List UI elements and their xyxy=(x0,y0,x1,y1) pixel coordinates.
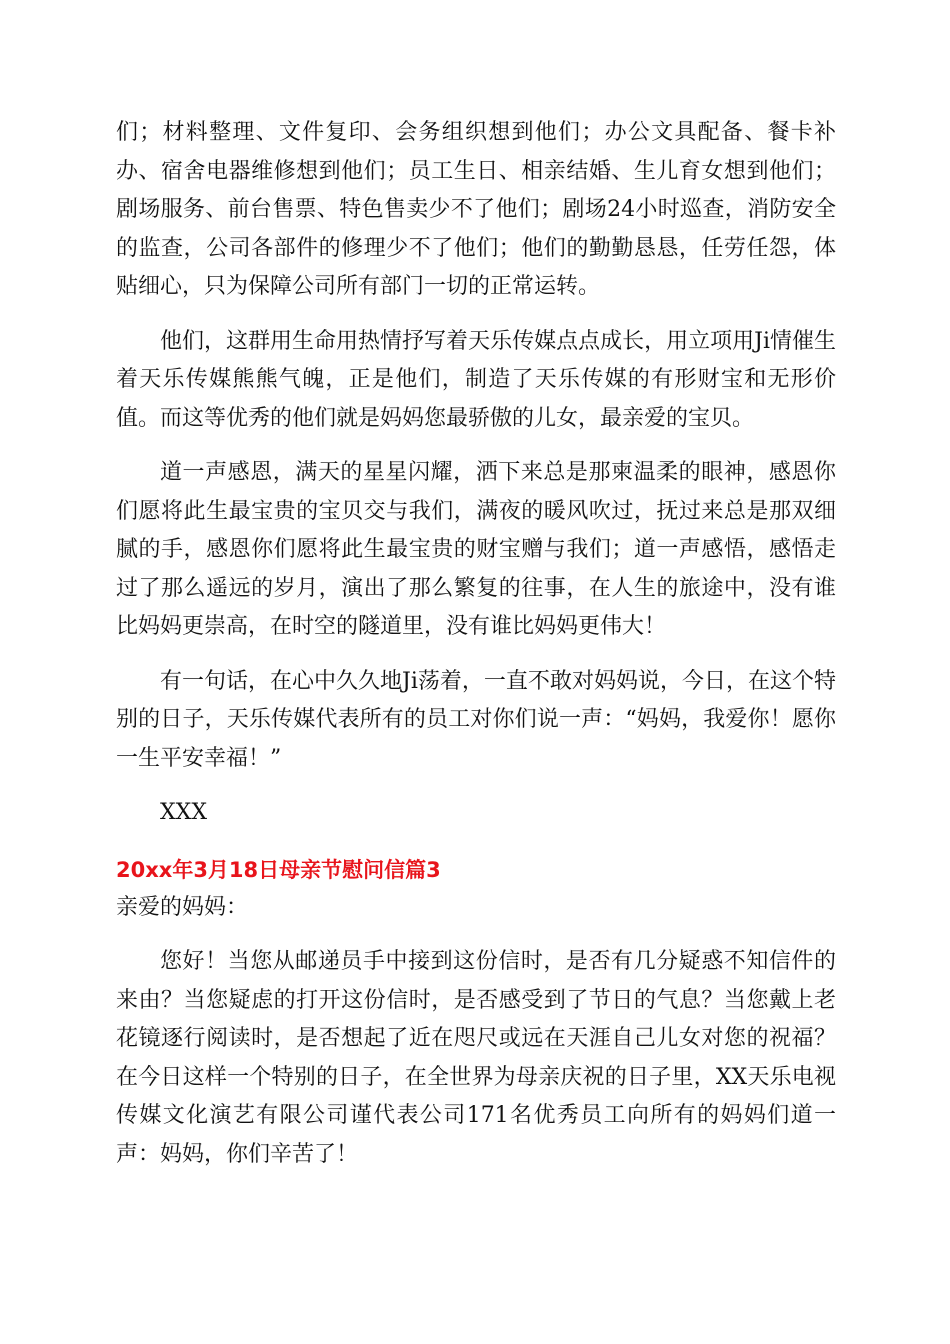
body-paragraph: 有一句话，在心中久久地Ji荡着，一直不敢对妈妈说，今日，在这个特别的日子，天乐传媒代表所有的员工对你们说一声：“妈妈，我爱你！愿你一生平安幸福！” xyxy=(116,668,836,771)
signature: XXX xyxy=(160,800,207,825)
salutation: 亲爱的妈妈： xyxy=(116,894,249,920)
body-paragraph: 您好！当您从邮递员手中接到这份信时，是否有几分疑惑不知信件的来由？当您疑虑的打开这份信时，是否感受到了节日的气息？当您戴上老花镜逐行阅读时，是否想起了近在咫尺或远在天涯自己儿女对您的祝福？在今日这样一个特别的日子，在全世界为母亲庆祝的日子里，XX天乐电视传媒文化演艺有限公司谨代表公司171名优秀员工向所有的妈妈们道一声：妈妈，你们辛苦了！ xyxy=(116,949,836,1167)
document-body xyxy=(116,114,836,1174)
body-paragraph: 道一声感恩，满天的星星闪耀，洒下来总是那柬温柔的眼神，感恩你们愿将此生最宝贵的宝贝交与我们，满夜的暖风吹过，抚过来总是那双细腻的手，感恩你们愿将此生最宝贵的财宝赠与我们；道一声感悟，感悟走过了那么遥远的岁月，演出了那么繁复的往事，在人生的旅途中，没有谁比妈妈更崇高，在时空的隧道里，没有谁比妈妈更伟大！ xyxy=(116,460,836,639)
body-paragraph-continued: 们；材料整理、文件复印、会务组织想到他们；办公文具配备、餐卡补办、宿舍电器维修想到他们；员工生日、相亲结婚、生儿育女想到他们；剧场服务、前台售票、特色售卖少不了他们；剧场24小时巡查，消防安全的监查，公司各部件的修理少不了他们；他们的勤勤恳恳，任劳任怨，体贴细心，只为保障公司所有部门一切的正常运转。 xyxy=(116,120,836,299)
body-paragraph: 他们，这群用生命用热情抒写着天乐传媒点点成长，用立项用Ji情催生着天乐传媒熊熊气魄，正是他们，制造了天乐传媒的有形财宝和无形价值。而这等优秀的他们就是妈妈您最骄傲的儿女，最亲爱的宝贝。 xyxy=(116,328,836,431)
section-heading: 20xx年3月18日母亲节慰问信篇3 xyxy=(116,857,441,882)
